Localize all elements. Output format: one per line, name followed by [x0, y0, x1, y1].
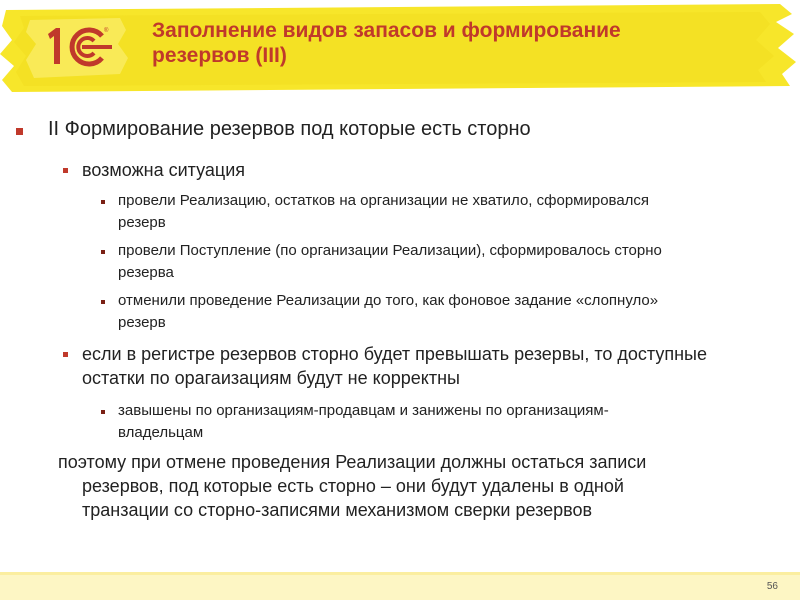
page-number: 56: [766, 581, 778, 592]
bullet-square-icon: [101, 410, 105, 414]
section-heading: II Формирование резервов под которые есть сторно: [48, 118, 531, 140]
bullet-square-icon: [16, 128, 23, 135]
bullet-square-icon: [101, 250, 105, 254]
point-storno-exceeds: если в регистре резервов сторно будет превышать резервы, то доступные остатки по орагаизациям будут не корректны: [82, 344, 707, 388]
subpoint-overstated: завышены по организациям-продавцам и занижены по организациям- владельцам: [118, 402, 609, 441]
svg-text:®: ®: [104, 28, 109, 34]
subpoint-sale-posted: провели Реализацию, остатков на организации не хватило, сформировался резерв: [118, 192, 650, 231]
bullet-square-icon: [101, 300, 105, 304]
subpoint-sale-cancelled: отменили проведение Реализации до того, как фоновое задание «слопнуло» резерв: [118, 292, 659, 331]
bullet-square-icon: [101, 200, 105, 204]
bullet-square-icon: [63, 168, 68, 173]
slide-title: Заполнение видов запасов и формирование резервов (III): [152, 19, 621, 67]
bullet-square-icon: [63, 352, 68, 357]
conclusion-text: поэтому при отмене проведения Реализации должны остаться записи резервов, под которые есть сторно – они будут удалены в одной транзации со сторно-записями механизмом сверки резервов: [58, 452, 647, 520]
footer-band: [0, 572, 800, 600]
point-possible-situation: возможна ситуация: [82, 160, 246, 180]
subpoint-receipt-posted: провели Поступление (по организации Реализации), сформировалось сторно резерва: [118, 242, 662, 281]
